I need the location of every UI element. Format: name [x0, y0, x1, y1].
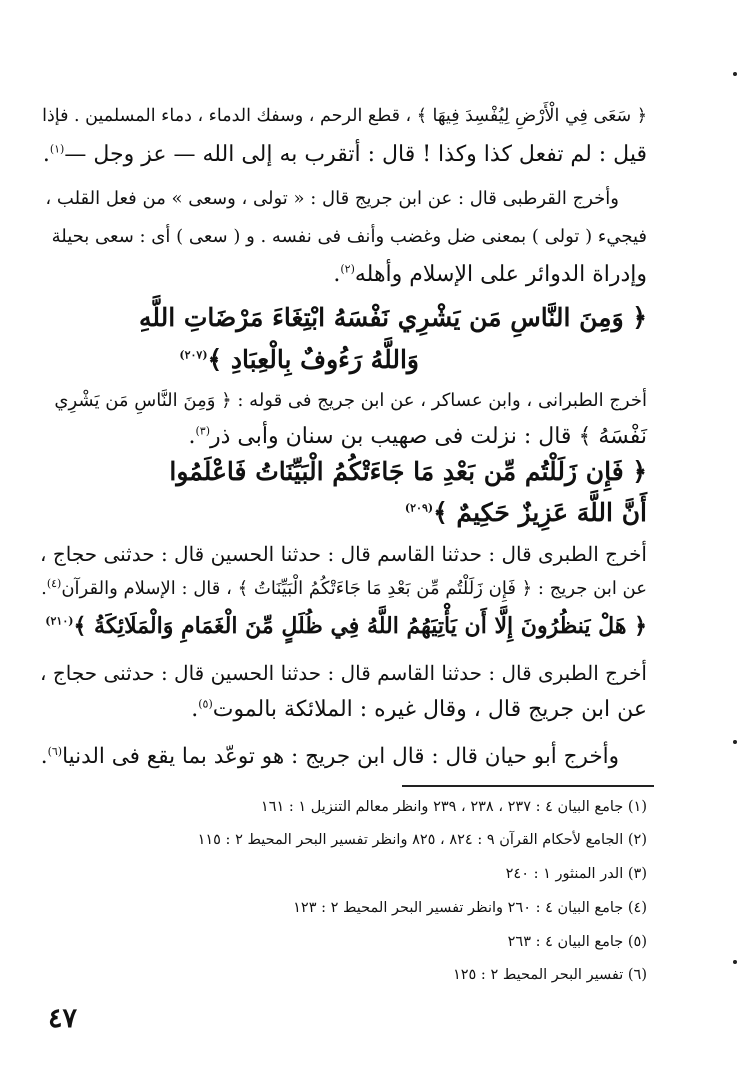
body-line: فيجيء ( تولى ) بمعنى ضل وغضب وأنف فى نفسه . و ( سعى ) أى : سعى بحيلة [51, 226, 647, 247]
page-number: ٤٧ [48, 1003, 78, 1034]
body-line: وأخرج القرطبى قال : عن ابن جريج قال : « تولى ، وسعى » من فعل القلب ، [45, 188, 619, 209]
body-line: أخرج الطبرى قال : حدثنا القاسم قال : حدثنا الحسين قال : حدثنى حجاج ، [40, 542, 647, 566]
body-line: نَفْسَهُ ﴾ قال : نزلت فى صهيب بن سنان وأبى ذر$^{(٣)}$. [188, 424, 647, 449]
footnote: (٢) الجامع لأحكام القرآن ٩ : ٨٢٤ ، ٨٢٥ وانظر تفسير البحر المحيط ٢ : ١١٥ [197, 832, 647, 848]
footnote-separator [402, 785, 654, 787]
quran-verse: ﴿ فَإِن زَلَلْتُم مِّن بَعْدِ مَا جَاءَتْكُمُ الْبَيِّنَاتُ فَاعْلَمُوا [169, 457, 647, 486]
footnote: (٣) الدر المنثور ١ : ٢٤٠ [505, 866, 647, 882]
body-line: عن ابن جريج قال ، وقال غيره : الملائكة بالموت$^{(٥)}$. [191, 697, 647, 722]
body-line: أخرج الطبرى قال : حدثنا القاسم قال : حدثنا الحسين قال : حدثنى حجاج ، [40, 661, 647, 685]
body-line: قيل : لم تفعل كذا وكذا ! قال : أتقرب به إلى الله — عز وجل —$^{(١)}$. [42, 142, 647, 167]
body-line: وإدراة الدوائر على الإسلام وأهله$^{(٢)}$. [333, 262, 647, 287]
verse-number: (٢١٠) [45, 614, 74, 628]
quran-verse: وَاللَّهُ رَءُوفٌ بِالْعِبَادِ ﴾$^{(٢٠٧)}$ [179, 345, 419, 374]
body-line: وأخرج أبو حيان قال : قال ابن جريج : هو توعّد بما يقع فى الدنيا$^{(٦)}$. [40, 744, 619, 769]
verse-number: (٢٠٩) [404, 501, 434, 515]
footnote-ref: (٤) [46, 577, 62, 590]
footnote: (٦) تفسير البحر المحيط ٢ : ١٢٥ [452, 967, 647, 983]
quran-verse: ﴿ وَمِنَ النَّاسِ مَن يَشْرِي نَفْسَهُ ابْتِغَاءَ مَرْضَاتِ اللَّهِ [138, 303, 647, 332]
scan-speck [733, 960, 737, 964]
verse-number: (٢٠٧) [179, 348, 208, 362]
footnote-ref: (١) [49, 142, 65, 156]
footnote: (٥) جامع البيان ٤ : ٢٦٣ [507, 934, 647, 950]
body-line: أخرج الطبرانى ، وابن عساكر ، عن ابن جريج فى قوله : ﴿ وَمِنَ النَّاسِ مَن يَشْرِي [54, 390, 647, 411]
body-line: عن ابن جريج : ﴿ فَإِن زَلَلْتُم مِّن بَعْدِ مَا جَاءَتْكُمُ الْبَيِّنَاتُ ﴾ ، قال : الإسلام والقرآن$^{(٤)}$. [41, 577, 647, 599]
quran-verse: أَنَّ اللَّهَ عَزِيزٌ حَكِيمٌ ﴾$^{(٢٠٩)}$ [404, 498, 647, 527]
footnote-ref: (٣) [195, 424, 210, 438]
quran-verse: ﴿ هَلْ يَنظُرُونَ إِلَّا أَن يَأْتِيَهُمُ اللَّهُ فِي ظُلَلٍ مِّنَ الْغَمَامِ وَالْمَلَائِكَةُ ﴾$^{(٢١٠)}$ [45, 613, 647, 639]
footnote: (١) جامع البيان ٤ : ٢٣٧ ، ٢٣٨ ، ٢٣٩ وانظر معالم التنزيل ١ : ١٦١ [260, 799, 647, 815]
footnote-ref: (٥) [198, 697, 213, 711]
scan-speck [733, 740, 737, 744]
footnote-ref: (٦) [47, 744, 63, 758]
body-line: ﴿ سَعَى فِي الْأَرْضِ لِيُفْسِدَ فِيهَا ﴾ ، قطع الرحم ، وسفك الدماء ، دماء المسلمين . فإذا [42, 106, 647, 126]
footnote-ref: (٢) [340, 262, 355, 276]
scan-speck [733, 72, 737, 76]
footnote: (٤) جامع البيان ٤ : ٢٦٠ وانظر تفسير البحر المحيط ٢ : ١٢٣ [293, 900, 647, 916]
